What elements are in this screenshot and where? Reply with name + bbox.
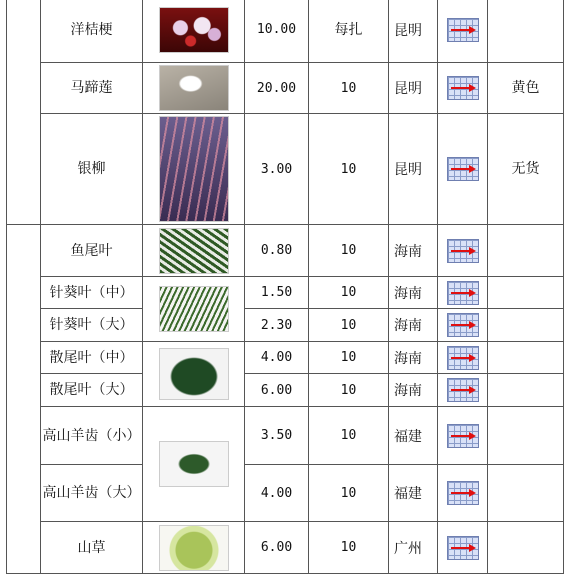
- product-photo-cell: [143, 225, 245, 277]
- product-name: 银柳: [41, 114, 143, 225]
- unit: 10: [309, 277, 389, 309]
- table-row: [7, 63, 564, 114]
- arrow-right-icon[interactable]: [447, 281, 479, 305]
- fishtail-leaf-photo: [159, 228, 229, 274]
- note: [488, 277, 564, 309]
- arrow-right-icon[interactable]: [447, 76, 479, 100]
- product-name: 高山羊齿（大）: [41, 465, 143, 522]
- lisianthus-photo: [159, 7, 229, 53]
- table-row: [7, 0, 564, 63]
- origin: 福建: [389, 465, 438, 522]
- note: [488, 225, 564, 277]
- order-cell: [438, 63, 488, 114]
- note: [488, 374, 564, 407]
- price: 10.00: [245, 0, 309, 63]
- unit: 10: [309, 522, 389, 574]
- order-cell: [438, 309, 488, 342]
- price: 6.00: [245, 374, 309, 407]
- origin: 昆明: [389, 114, 438, 225]
- table-row: [7, 522, 564, 574]
- note: [488, 522, 564, 574]
- note: [488, 0, 564, 63]
- table-row: [7, 342, 564, 374]
- unit: 10: [309, 465, 389, 522]
- pussy-willow-photo: [159, 116, 229, 222]
- arrow-right-icon[interactable]: [447, 157, 479, 181]
- price: 0.80: [245, 225, 309, 277]
- order-cell: [438, 0, 488, 63]
- product-photo-cell: [143, 522, 245, 574]
- unit: 10: [309, 225, 389, 277]
- note: 无货: [488, 114, 564, 225]
- order-cell: [438, 342, 488, 374]
- product-name: 散尾叶（中）: [41, 342, 143, 374]
- product-name: 马蹄莲: [41, 63, 143, 114]
- product-photo-cell: [143, 63, 245, 114]
- areca-leaf-photo: [159, 348, 229, 400]
- leatherleaf-fern-photo: [159, 441, 229, 487]
- product-name: 高山羊齿（小）: [41, 407, 143, 465]
- table-row: [7, 465, 564, 522]
- price: 4.00: [245, 465, 309, 522]
- origin: 福建: [389, 407, 438, 465]
- origin: 海南: [389, 277, 438, 309]
- price: 6.00: [245, 522, 309, 574]
- price: 1.50: [245, 277, 309, 309]
- product-photo-cell: [143, 114, 245, 225]
- mountain-grass-photo: [159, 525, 229, 571]
- price: 4.00: [245, 342, 309, 374]
- unit: 10: [309, 63, 389, 114]
- note: [488, 342, 564, 374]
- arrow-right-icon[interactable]: [447, 313, 479, 337]
- price: 2.30: [245, 309, 309, 342]
- unit: 10: [309, 342, 389, 374]
- product-name: 针葵叶（中）: [41, 277, 143, 309]
- price: 20.00: [245, 63, 309, 114]
- origin: 海南: [389, 342, 438, 374]
- order-cell: [438, 277, 488, 309]
- table-row: [7, 407, 564, 465]
- table-row: [7, 309, 564, 342]
- product-name: 针葵叶（大）: [41, 309, 143, 342]
- product-photo-cell: [143, 407, 245, 522]
- price: 3.50: [245, 407, 309, 465]
- origin: 广州: [389, 522, 438, 574]
- flower-price-table: [6, 0, 564, 574]
- arrow-right-icon[interactable]: [447, 378, 479, 402]
- unit: 10: [309, 407, 389, 465]
- category-cell: [7, 225, 41, 574]
- note: 黄色: [488, 63, 564, 114]
- unit: 10: [309, 114, 389, 225]
- product-photo-cell: [143, 0, 245, 63]
- arrow-right-icon[interactable]: [447, 481, 479, 505]
- arrow-right-icon[interactable]: [447, 536, 479, 560]
- order-cell: [438, 225, 488, 277]
- arrow-right-icon[interactable]: [447, 346, 479, 370]
- product-name: 洋桔梗: [41, 0, 143, 63]
- arrow-right-icon[interactable]: [447, 424, 479, 448]
- origin: 昆明: [389, 0, 438, 63]
- palm-leaf-photo: [159, 286, 229, 332]
- arrow-right-icon[interactable]: [447, 239, 479, 263]
- table-row: [7, 277, 564, 309]
- product-photo-cell: [143, 342, 245, 407]
- calla-lily-photo: [159, 65, 229, 111]
- order-cell: [438, 374, 488, 407]
- arrow-right-icon[interactable]: [447, 18, 479, 42]
- price: 3.00: [245, 114, 309, 225]
- unit: 每扎: [309, 0, 389, 63]
- unit: 10: [309, 374, 389, 407]
- product-name: 山草: [41, 522, 143, 574]
- note: [488, 309, 564, 342]
- order-cell: [438, 114, 488, 225]
- origin: 昆明: [389, 63, 438, 114]
- product-photo-cell: [143, 277, 245, 342]
- origin: 海南: [389, 225, 438, 277]
- origin: 海南: [389, 374, 438, 407]
- order-cell: [438, 465, 488, 522]
- table-row: [7, 374, 564, 407]
- category-cell: [7, 0, 41, 225]
- product-name: 鱼尾叶: [41, 225, 143, 277]
- order-cell: [438, 407, 488, 465]
- unit: 10: [309, 309, 389, 342]
- table-row: [7, 114, 564, 225]
- note: [488, 465, 564, 522]
- origin: 海南: [389, 309, 438, 342]
- order-cell: [438, 522, 488, 574]
- product-name: 散尾叶（大）: [41, 374, 143, 407]
- table-row: [7, 225, 564, 277]
- note: [488, 407, 564, 465]
